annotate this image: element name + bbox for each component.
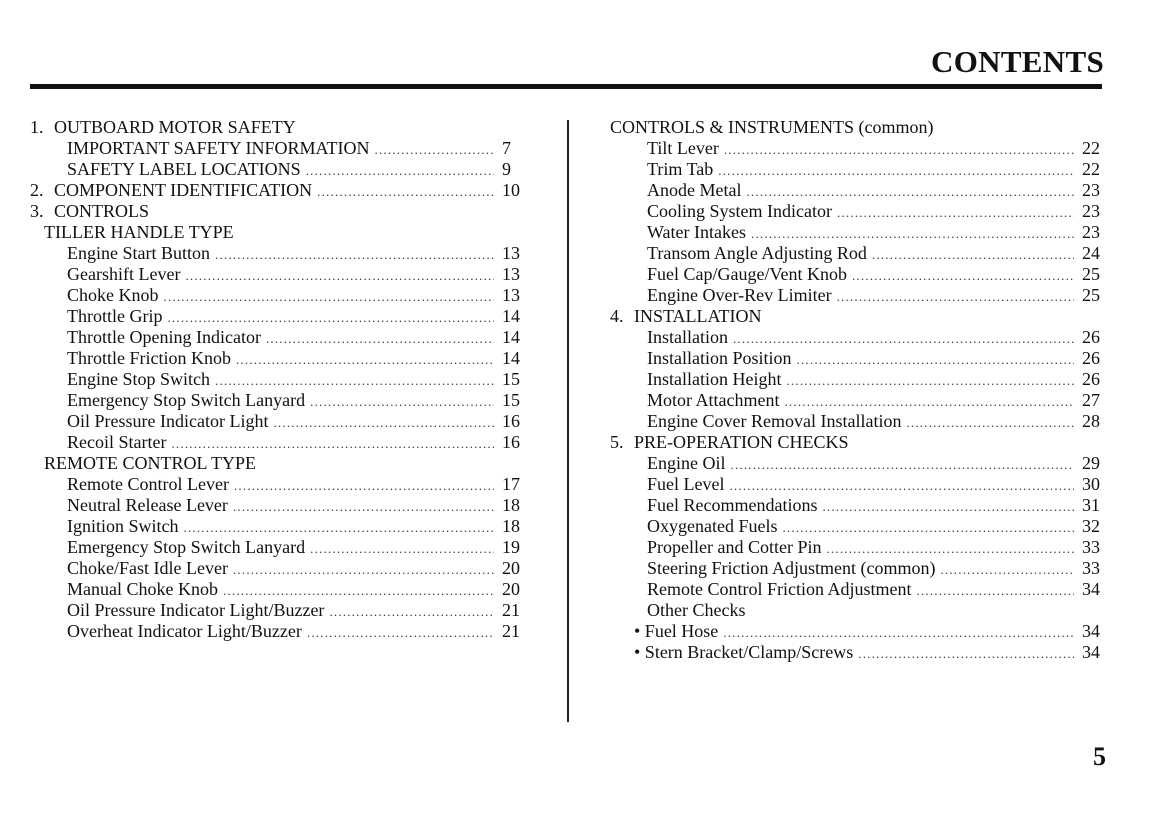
page-ref: 17 [502, 474, 520, 494]
entry-title: Engine Start Button [67, 243, 210, 263]
page-number: 5 [1093, 742, 1106, 771]
entry-title: Installation [647, 327, 728, 347]
toc-entry[interactable] [30, 621, 522, 642]
toc-entry[interactable] [30, 579, 522, 600]
dot-leader [233, 496, 494, 517]
section-number: 1. [30, 117, 44, 137]
dot-leader [822, 496, 1074, 517]
dot-leader [729, 475, 1074, 496]
dot-leader [223, 580, 494, 601]
toc-entry[interactable] [30, 537, 522, 558]
toc-entry[interactable] [610, 495, 1102, 516]
page-ref: 14 [502, 327, 520, 347]
dot-leader [164, 286, 495, 307]
entry-title: CONTROLS [54, 201, 150, 221]
toc-entry[interactable] [30, 327, 522, 348]
toc-entry[interactable] [610, 285, 1102, 306]
entry-title: • Stern Bracket/Clamp/Screws [634, 642, 854, 662]
toc-entry[interactable] [30, 432, 522, 453]
page-ref: 10 [502, 180, 520, 200]
entry-title: Tilt Lever [647, 138, 719, 158]
dot-leader [317, 181, 494, 202]
entry-title: Other Checks [647, 600, 746, 620]
dot-leader [917, 580, 1075, 601]
entry-title: Installation Height [647, 369, 782, 389]
page-ref: 22 [1082, 138, 1100, 158]
toc-entry[interactable] [610, 243, 1102, 264]
toc-entry[interactable] [610, 201, 1102, 222]
entry-title: Installation Position [647, 348, 792, 368]
dot-leader [837, 202, 1074, 223]
entry-title: Cooling System Indicator [647, 201, 832, 221]
page-ref: 31 [1082, 495, 1100, 515]
toc-entry[interactable] [30, 264, 522, 285]
toc-subheading[interactable] [30, 453, 522, 474]
entry-title: COMPONENT IDENTIFICATION [54, 180, 313, 200]
dot-leader [236, 349, 494, 370]
dot-leader [266, 328, 494, 349]
page-ref: 20 [502, 579, 520, 599]
entry-title: Engine Cover Removal Installation [647, 411, 902, 431]
dot-leader [718, 160, 1074, 181]
page-ref: 23 [1082, 180, 1100, 200]
dot-leader [837, 286, 1074, 307]
section-number: 5. [610, 432, 624, 452]
toc-entry[interactable] [30, 285, 522, 306]
dot-leader [307, 622, 494, 643]
toc-entry[interactable] [30, 495, 522, 516]
page-ref: 24 [1082, 243, 1100, 263]
entry-title: Emergency Stop Switch Lanyard [67, 390, 306, 410]
dot-leader [940, 559, 1074, 580]
toc-right-column [610, 117, 1102, 663]
toc-entry[interactable] [610, 537, 1102, 558]
toc-entry[interactable] [30, 138, 522, 159]
page-ref: 13 [502, 264, 520, 284]
toc-entry[interactable] [610, 348, 1102, 369]
entry-title: Engine Stop Switch [67, 369, 210, 389]
dot-leader [746, 181, 1074, 202]
entry-title: Recoil Starter [67, 432, 167, 452]
page-ref: 25 [1082, 285, 1100, 305]
toc-entry[interactable] [610, 306, 1102, 327]
entry-title: Throttle Friction Knob [67, 348, 231, 368]
page-ref: 18 [502, 516, 520, 536]
dot-leader [782, 517, 1074, 538]
page-ref: 21 [502, 600, 520, 620]
toc-entry[interactable] [610, 222, 1102, 243]
toc-entry[interactable] [610, 642, 1102, 663]
page-ref: 18 [502, 495, 520, 515]
entry-title: Motor Attachment [647, 390, 780, 410]
entry-title: Trim Tab [647, 159, 714, 179]
page-ref: 33 [1082, 558, 1100, 578]
entry-title: Transom Angle Adjusting Rod [647, 243, 867, 263]
page-ref: 26 [1082, 348, 1100, 368]
dot-leader [310, 538, 494, 559]
toc-entry[interactable] [610, 453, 1102, 474]
dot-leader [797, 349, 1074, 370]
page-ref: 34 [1082, 642, 1100, 662]
entry-title: Propeller and Cotter Pin [647, 537, 822, 557]
toc-entry[interactable] [610, 432, 1102, 453]
toc-entry[interactable] [610, 180, 1102, 201]
entry-title: Water Intakes [647, 222, 746, 242]
page-title: CONTENTS [931, 44, 1104, 79]
toc-entry[interactable] [30, 411, 522, 432]
entry-title: Remote Control Lever [67, 474, 229, 494]
toc-entry[interactable] [30, 159, 522, 180]
dot-leader [306, 160, 494, 181]
dot-leader [184, 517, 495, 538]
toc-entry[interactable] [610, 390, 1102, 411]
dot-leader [215, 244, 494, 265]
page-ref: 15 [502, 390, 520, 410]
toc-entry[interactable] [610, 411, 1102, 432]
entry-title: Throttle Grip [67, 306, 163, 326]
page-ref: 23 [1082, 201, 1100, 221]
section-number: 3. [30, 201, 44, 221]
toc-entry[interactable] [30, 201, 522, 222]
entry-title: Fuel Recommendations [647, 495, 818, 515]
toc-entry[interactable] [30, 369, 522, 390]
entry-title: Fuel Level [647, 474, 725, 494]
entry-title: Choke/Fast Idle Lever [67, 558, 228, 578]
toc-entry[interactable] [610, 138, 1102, 159]
dot-leader [826, 538, 1074, 559]
toc-entry[interactable] [610, 621, 1102, 642]
toc-subheading[interactable] [30, 222, 522, 243]
entry-title: • Fuel Hose [634, 621, 719, 641]
toc-entry[interactable] [30, 390, 522, 411]
dot-leader [310, 391, 494, 412]
entry-title: Fuel Cap/Gauge/Vent Knob [647, 264, 847, 284]
entry-title: Overheat Indicator Light/Buzzer [67, 621, 302, 641]
page-ref: 22 [1082, 159, 1100, 179]
page-ref: 27 [1082, 390, 1100, 410]
page-ref: 15 [502, 369, 520, 389]
dot-leader [906, 412, 1074, 433]
entry-title: Engine Oil [647, 453, 726, 473]
entry-title: Steering Friction Adjustment (common) [647, 558, 936, 578]
title-rule [30, 84, 1102, 89]
dot-leader [375, 139, 494, 160]
page-ref: 21 [502, 621, 520, 641]
dot-leader [751, 223, 1074, 244]
page-ref: 16 [502, 411, 520, 431]
toc-entry[interactable] [610, 474, 1102, 495]
toc-entry[interactable] [30, 180, 522, 201]
dot-leader [858, 643, 1074, 664]
toc-entry[interactable] [610, 264, 1102, 285]
dot-leader [733, 328, 1074, 349]
toc-entry[interactable] [30, 600, 522, 621]
entry-title: Remote Control Friction Adjustment [647, 579, 912, 599]
page-ref: 26 [1082, 369, 1100, 389]
toc-entry[interactable] [610, 159, 1102, 180]
toc-entry[interactable] [30, 243, 522, 264]
entry-title: TILLER HANDLE TYPE [44, 222, 234, 242]
column-divider [567, 120, 569, 722]
dot-leader [329, 601, 494, 622]
toc-entry[interactable] [30, 516, 522, 537]
toc-entry[interactable] [610, 600, 1102, 621]
dot-leader [185, 265, 494, 286]
dot-leader [724, 139, 1074, 160]
section-number: 4. [610, 306, 624, 326]
entry-title: PRE-OPERATION CHECKS [634, 432, 849, 452]
toc-entry[interactable] [610, 327, 1102, 348]
entry-title: SAFETY LABEL LOCATIONS [67, 159, 301, 179]
entry-title: Emergency Stop Switch Lanyard [67, 537, 306, 557]
page-ref: 30 [1082, 474, 1100, 494]
toc-entry[interactable] [610, 558, 1102, 579]
page-ref: 14 [502, 348, 520, 368]
entry-title: Throttle Opening Indicator [67, 327, 261, 347]
entry-title: Choke Knob [67, 285, 159, 305]
dot-leader [233, 559, 494, 580]
toc-left-column [30, 117, 522, 642]
page-ref: 32 [1082, 516, 1100, 536]
page-ref: 33 [1082, 537, 1100, 557]
dot-leader [784, 391, 1074, 412]
dot-leader [723, 622, 1074, 643]
page-ref: 28 [1082, 411, 1100, 431]
dot-leader [273, 412, 494, 433]
toc-subheading[interactable] [610, 117, 1102, 138]
page-ref: 16 [502, 432, 520, 452]
entry-title: Ignition Switch [67, 516, 179, 536]
entry-title: IMPORTANT SAFETY INFORMATION [67, 138, 370, 158]
dot-leader [786, 370, 1074, 391]
section-number: 2. [30, 180, 44, 200]
toc-entry[interactable] [30, 474, 522, 495]
toc-entry[interactable] [610, 369, 1102, 390]
toc-entry[interactable] [30, 306, 522, 327]
dot-leader [872, 244, 1074, 265]
entry-title: Manual Choke Knob [67, 579, 218, 599]
toc-entry[interactable] [30, 558, 522, 579]
entry-title: Gearshift Lever [67, 264, 181, 284]
dot-leader [215, 370, 494, 391]
toc-entry[interactable] [610, 579, 1102, 600]
toc-entry[interactable] [30, 117, 522, 138]
page-ref: 13 [502, 285, 520, 305]
toc-entry[interactable] [30, 348, 522, 369]
entry-title: Oil Pressure Indicator Light [67, 411, 269, 431]
entry-title: OUTBOARD MOTOR SAFETY [54, 117, 296, 137]
page-ref: 34 [1082, 621, 1100, 641]
page-ref: 20 [502, 558, 520, 578]
entry-title: INSTALLATION [634, 306, 762, 326]
entry-title: Neutral Release Lever [67, 495, 228, 515]
page-ref: 29 [1082, 453, 1100, 473]
dot-leader [171, 433, 494, 454]
page-ref: 13 [502, 243, 520, 263]
entry-title: CONTROLS & INSTRUMENTS (common) [610, 117, 934, 137]
page-ref: 14 [502, 306, 520, 326]
entry-title: Oxygenated Fuels [647, 516, 778, 536]
page-ref: 34 [1082, 579, 1100, 599]
page-ref: 25 [1082, 264, 1100, 284]
entry-title: REMOTE CONTROL TYPE [44, 453, 257, 473]
dot-leader [852, 265, 1074, 286]
page-ref: 23 [1082, 222, 1100, 242]
page-ref: 19 [502, 537, 520, 557]
page-ref: 7 [502, 138, 511, 158]
page-ref: 26 [1082, 327, 1100, 347]
toc-entry[interactable] [610, 516, 1102, 537]
dot-leader [731, 454, 1075, 475]
page-ref: 9 [502, 159, 511, 179]
dot-leader [167, 307, 494, 328]
dot-leader [234, 475, 494, 496]
entry-title: Engine Over-Rev Limiter [647, 285, 832, 305]
entry-title: Oil Pressure Indicator Light/Buzzer [67, 600, 325, 620]
entry-title: Anode Metal [647, 180, 742, 200]
